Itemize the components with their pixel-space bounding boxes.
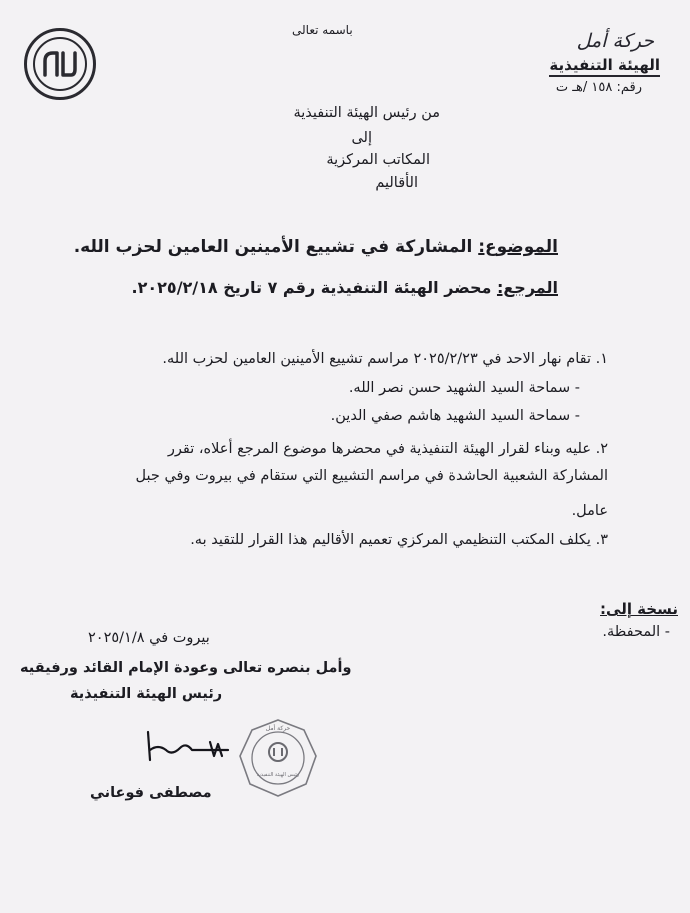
addressed-from: من رئيس الهيئة التنفيذية — [293, 105, 440, 121]
reference-number: رقم: ١٥٨ /هـ ت — [555, 80, 642, 95]
subject-text: المشاركة في تشييع الأمينين العامين لحزب الله. — [73, 237, 473, 257]
closing-wish: وأمل بنصره تعالى وعودة الإمام القائد ورفيقيه — [20, 660, 352, 676]
paragraph-2-line-2: المشاركة الشعبية الحاشدة في مراسم التشييع التي ستقام في بيروت وفي جبل — [135, 468, 608, 484]
paragraph-2-line-3: عامل. — [571, 503, 608, 519]
paragraph-3: ٣. يكلف المكتب التنظيمي المركزي تعميم الأقاليم هذا القرار للتقيد به. — [190, 532, 608, 548]
deceased-2: - سماحة السيد الشهيد هاشم صفي الدين. — [330, 408, 580, 424]
signer-title: رئيس الهيئة التنفيذية — [70, 686, 223, 702]
reference-text: محضر الهيئة التنفيذية رقم ٧ تاريخ ٢٠٢٥/٢/١٨. — [131, 278, 492, 297]
org-body: الهيئة التنفيذية — [549, 56, 660, 77]
handwritten-signature — [140, 720, 230, 770]
stamp-top-text: حركة أمل — [265, 725, 291, 732]
deceased-1: - سماحة السيد الشهيد حسن نصر الله. — [348, 380, 580, 396]
logo-emblem-icon — [41, 49, 79, 79]
addressed-to: إلى — [351, 130, 372, 146]
letter-date: بيروت في ٢٠٢٥/١/٨ — [88, 630, 210, 646]
paragraph-1: ١. تقام نهار الاحد في ٢٠٢٥/٢/٢٣ مراسم تشييع الأمينين العامين لحزب الله. — [162, 351, 608, 367]
reference-label: المرجع: — [496, 278, 558, 297]
recipient-central-offices: المكاتب المركزية — [326, 152, 430, 168]
official-stamp — [238, 718, 318, 798]
recipient-regions: الأقاليم — [375, 175, 418, 191]
org-name: حركة أمل — [576, 30, 654, 52]
stamp-bottom-text: رئيس الهيئة التنفيذية — [256, 772, 300, 778]
signer-name: مصطفى فوعاني — [90, 785, 212, 801]
amal-logo-icon — [24, 28, 96, 100]
copy-to-item: - المحفظة. — [602, 624, 670, 640]
subject-line — [74, 237, 558, 257]
copy-to-label: نسخة إلى: — [600, 600, 678, 618]
reference-line — [132, 278, 558, 297]
basmala: باسمه تعالى — [292, 23, 353, 37]
subject-label: الموضوع: — [478, 237, 558, 257]
paragraph-2-line-1: ٢. عليه وبناء لقرار الهيئة التنفيذية في محضرها موضوع المرجع أعلاه، تقرر — [167, 441, 608, 457]
